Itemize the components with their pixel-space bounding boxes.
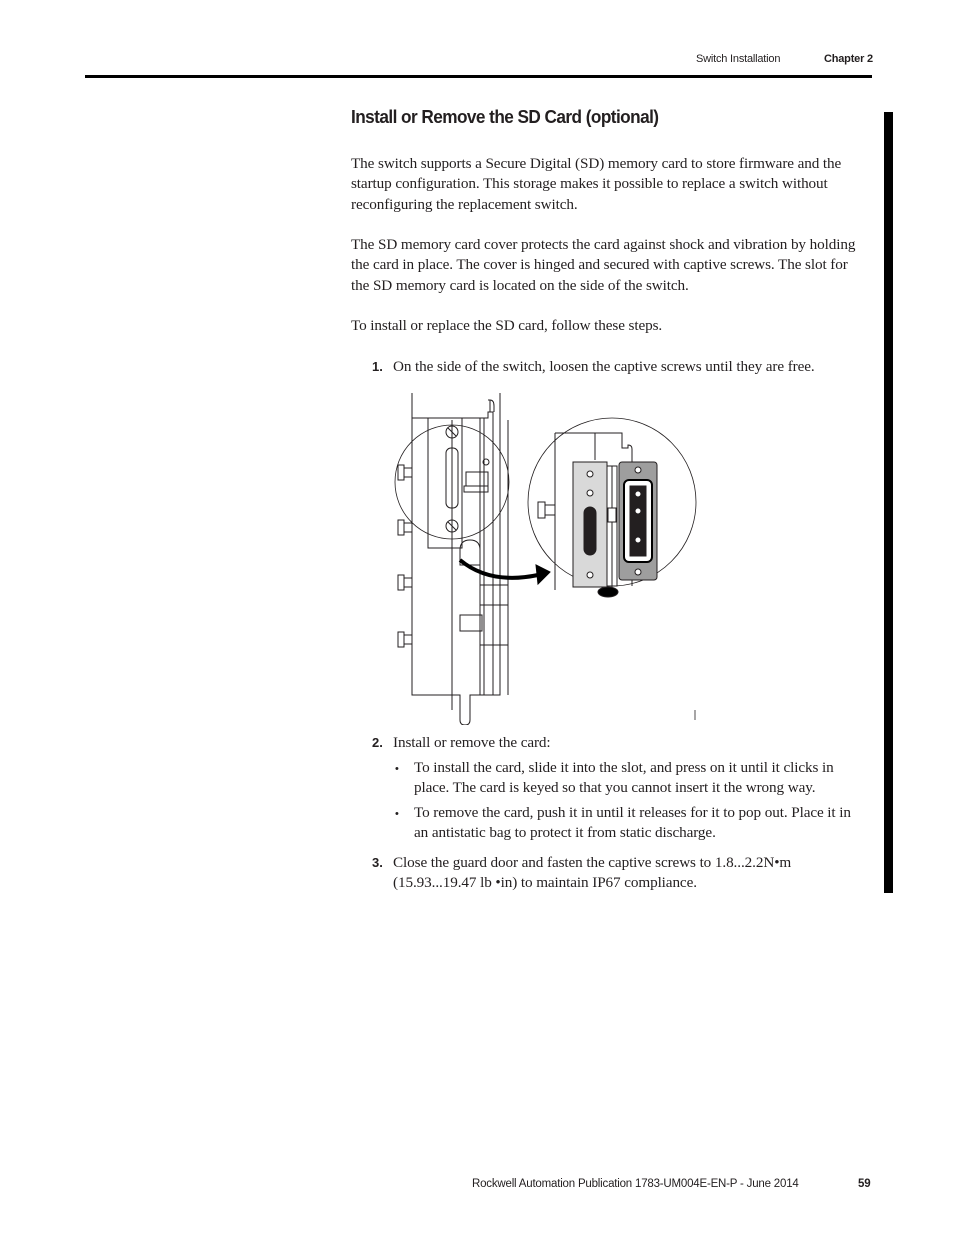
bullet-marker: • bbox=[395, 763, 399, 775]
section-title: Install or Remove the SD Card (optional) bbox=[351, 106, 659, 127]
step-3-text: Close the guard door and fasten the captive screws to 1.8...2.2N•m (15.93...19.47 lb •in) to maintain IP67 compliance. bbox=[393, 854, 792, 891]
zoom-circle-large bbox=[528, 418, 696, 597]
step-2-number: 2. bbox=[372, 735, 383, 750]
page-number: 59 bbox=[858, 1178, 871, 1190]
header-rule bbox=[85, 75, 872, 78]
running-header-chapter: Chapter 2 bbox=[824, 53, 873, 65]
step-1-text: On the side of the switch, loosen the captive screws until they are free. bbox=[393, 358, 815, 375]
paragraph-sd-cover: The SD memory card cover protects the card against shock and vibration by holding the card in place. The cover is hinged and secured with captive screws. The slot for the SD memory card is located on the side of the switch. bbox=[351, 236, 856, 294]
paragraph-steps-intro: To install or replace the SD card, follow these steps. bbox=[351, 317, 663, 334]
arrow bbox=[460, 560, 550, 584]
bullet-install-card: To install the card, slide it into the slot, and press on it until it clicks in place. The card is keyed so that you cannot insert it the wrong way. bbox=[414, 759, 834, 796]
running-header-section: Switch Installation bbox=[696, 53, 781, 65]
sd-card-cover-figure bbox=[390, 390, 710, 725]
footer-publication: Rockwell Automation Publication 1783-UM004E-EN-P - June 2014 bbox=[472, 1178, 799, 1190]
chapter-side-bar bbox=[884, 112, 893, 893]
step-3-number: 3. bbox=[372, 855, 383, 870]
paragraph-sd-support: The switch supports a Secure Digital (SD) memory card to store firmware and the startup configuration. This storage makes it possible to replace a switch without reconfiguring the replacement switch. bbox=[351, 155, 842, 213]
switch-body bbox=[398, 393, 508, 725]
bullet-remove-card: To remove the card, push it in until it releases for it to pop out. Place it in an antistatic bag to protect it from static discharge. bbox=[414, 804, 851, 841]
step-1-number: 1. bbox=[372, 359, 383, 374]
step-2-text: Install or remove the card: bbox=[393, 734, 551, 751]
bullet-marker: • bbox=[395, 808, 399, 820]
